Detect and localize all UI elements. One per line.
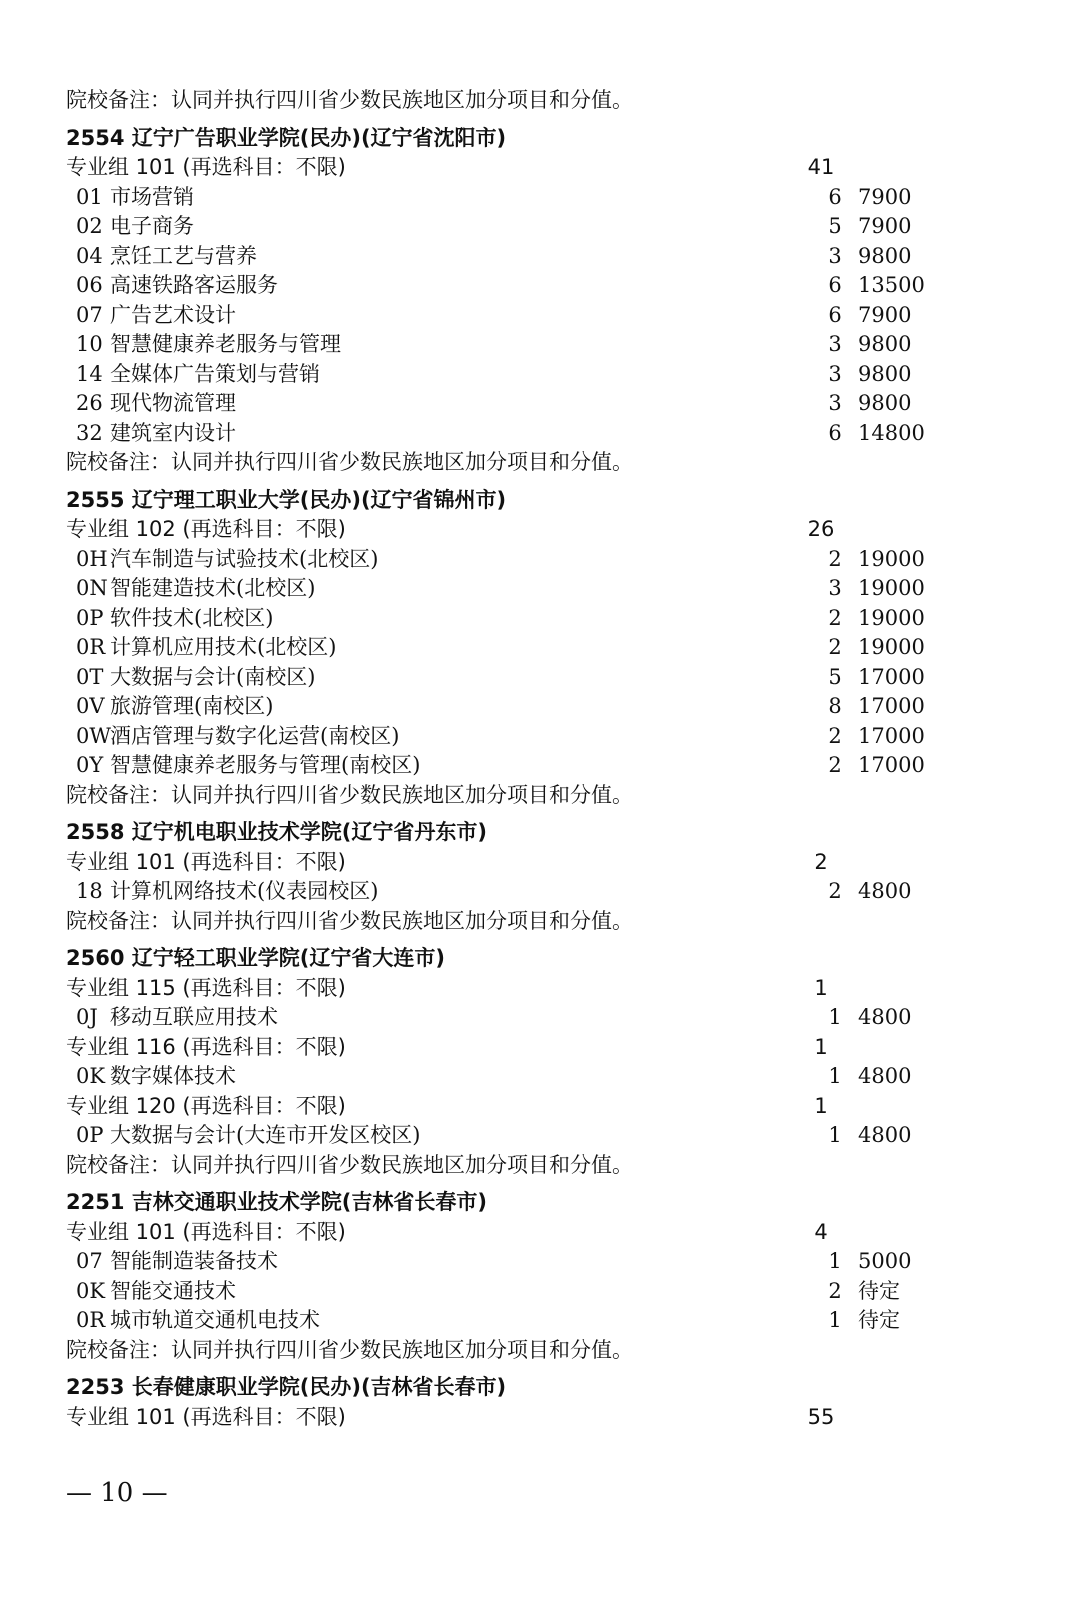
major-tuition: 9800 [858, 243, 912, 268]
major-name: 智慧健康养老服务与管理 [110, 332, 341, 356]
major-quota: 6 [828, 273, 842, 297]
major-quota: 3 [828, 332, 842, 356]
major-row [66, 212, 1026, 242]
major-row [66, 633, 1026, 663]
major-tuition: 14800 [858, 420, 925, 445]
major-quota: 2 [828, 546, 842, 571]
major-quota: 6 [828, 420, 842, 445]
major-row [66, 242, 1026, 272]
major-quota: 8 [828, 694, 842, 718]
major-code: 07 [76, 302, 103, 327]
major-name: 电子商务 [110, 214, 194, 238]
major-quota: 1 [828, 1249, 842, 1273]
institution-header: 2251 吉林交通职业技术学院(吉林省长春市) [66, 1190, 487, 1214]
major-name: 计算机应用技术(北校区) [110, 635, 337, 659]
major-name: 大数据与会计(大连市开发区校区) [110, 1123, 421, 1147]
group-quota: 1 [814, 975, 828, 1000]
major-code: 01 [76, 184, 103, 209]
major-row [66, 389, 1026, 419]
major-name: 高速铁路客运服务 [110, 273, 278, 297]
major-quota: 2 [828, 635, 842, 659]
major-code: 0K [76, 1064, 106, 1088]
major-name: 智能建造技术(北校区) [110, 576, 316, 600]
major-row [66, 1306, 1026, 1336]
major-row [66, 604, 1026, 634]
major-code: 02 [76, 214, 103, 238]
group-quota: 2 [814, 849, 828, 874]
major-code: 0W [76, 723, 111, 748]
major-row [66, 330, 1026, 360]
group-quota: 1 [814, 1093, 828, 1118]
major-row [66, 183, 1026, 213]
major-name: 智能制造装备技术 [110, 1249, 278, 1273]
major-row [66, 692, 1026, 722]
institution-header: 2558 辽宁机电职业技术学院(辽宁省丹东市) [66, 820, 487, 844]
group-quota: 4 [814, 1219, 828, 1244]
major-code: 06 [76, 273, 103, 297]
major-name: 智慧健康养老服务与管理(南校区) [110, 753, 421, 777]
major-code: 04 [76, 243, 103, 268]
institution-header: 2253 长春健康职业学院(民办)(吉林省长春市) [66, 1375, 507, 1399]
major-tuition: 19000 [858, 546, 925, 571]
major-quota: 2 [828, 1278, 842, 1303]
major-name: 软件技术(北校区) [110, 605, 274, 630]
major-row [66, 419, 1026, 449]
major-name: 数字媒体技术 [110, 1064, 236, 1088]
major-group-row [66, 1033, 1026, 1063]
major-group-row [66, 1092, 1026, 1122]
major-name: 计算机网络技术(仪表园校区) [110, 879, 379, 903]
major-tuition: 19000 [858, 605, 925, 630]
major-name: 建筑室内设计 [110, 420, 236, 445]
major-quota: 2 [828, 879, 842, 903]
major-code: 0P [76, 605, 104, 630]
major-code: 0K [76, 1278, 106, 1303]
major-tuition: 待定 [858, 1278, 900, 1303]
major-row [66, 751, 1026, 781]
major-name: 城市轨道交通机电技术 [110, 1308, 320, 1332]
major-quota: 3 [828, 576, 842, 600]
institution-note: 院校备注：认同并执行四川省少数民族地区加分项目和分值。 [66, 1337, 633, 1362]
major-tuition: 17000 [858, 694, 925, 718]
major-tuition: 19000 [858, 576, 925, 600]
institution-note: 院校备注：认同并执行四川省少数民族地区加分项目和分值。 [66, 1152, 633, 1177]
major-tuition: 7900 [858, 214, 912, 238]
major-row [66, 574, 1026, 604]
major-row [66, 1062, 1026, 1092]
major-name: 旅游管理(南校区) [110, 694, 274, 718]
institution-header: 2554 辽宁广告职业学院(民办)(辽宁省沈阳市) [66, 125, 507, 150]
major-group-row [66, 848, 1026, 878]
major-code: 26 [76, 391, 103, 415]
major-row [66, 1121, 1026, 1151]
major-code: 0H [76, 546, 108, 571]
major-code: 07 [76, 1249, 103, 1273]
major-quota: 2 [828, 723, 842, 748]
major-code: 32 [76, 420, 103, 445]
major-row [66, 271, 1026, 301]
major-quota: 2 [828, 753, 842, 777]
major-row [66, 1003, 1026, 1033]
major-tuition: 4800 [858, 1123, 912, 1147]
page-number: — 10 — [66, 1478, 168, 1508]
major-row [66, 545, 1026, 575]
major-code: 0V [76, 694, 105, 718]
major-name: 广告艺术设计 [110, 302, 236, 327]
group-label: 专业组 101 (再选科目：不限) [66, 1404, 346, 1429]
group-quota: 55 [807, 1404, 835, 1429]
group-label: 专业组 101 (再选科目：不限) [66, 849, 346, 874]
major-tuition: 19000 [858, 635, 925, 659]
institution-header: 2560 辽宁轻工职业学院(辽宁省大连市) [66, 946, 445, 970]
major-tuition: 4800 [858, 1005, 912, 1029]
major-tuition: 4800 [858, 879, 912, 903]
group-quota: 26 [807, 517, 835, 541]
major-row [66, 877, 1026, 907]
major-quota: 5 [828, 214, 842, 238]
major-tuition: 9800 [858, 361, 912, 386]
major-tuition: 7900 [858, 302, 912, 327]
major-name: 烹饪工艺与营养 [110, 243, 257, 268]
major-row [66, 360, 1026, 390]
group-label: 专业组 116 (再选科目：不限) [66, 1034, 346, 1059]
major-name: 酒店管理与数字化运营(南校区) [110, 723, 400, 748]
major-group-row [66, 1403, 1026, 1433]
major-quota: 1 [828, 1123, 842, 1147]
group-quota: 1 [814, 1034, 828, 1059]
major-tuition: 9800 [858, 332, 912, 356]
group-label: 专业组 101 (再选科目：不限) [66, 1219, 346, 1244]
major-name: 市场营销 [110, 184, 194, 209]
major-code: 0J [76, 1005, 98, 1029]
major-tuition: 17000 [858, 753, 925, 777]
major-row [66, 1247, 1026, 1277]
institution-note: 院校备注：认同并执行四川省少数民族地区加分项目和分值。 [66, 450, 633, 474]
major-name: 现代物流管理 [110, 391, 236, 415]
institution-note: 院校备注：认同并执行四川省少数民族地区加分项目和分值。 [66, 782, 633, 807]
group-label: 专业组 115 (再选科目：不限) [66, 975, 346, 1000]
major-name: 大数据与会计(南校区) [110, 664, 316, 689]
major-quota: 3 [828, 243, 842, 268]
major-group-row [66, 974, 1026, 1004]
major-quota: 5 [828, 664, 842, 689]
major-code: 18 [76, 879, 103, 903]
major-name: 智能交通技术 [110, 1278, 236, 1303]
group-label: 专业组 102 (再选科目：不限) [66, 517, 346, 541]
group-label: 专业组 120 (再选科目：不限) [66, 1093, 346, 1118]
major-group-row [66, 153, 1026, 183]
group-label: 专业组 101 (再选科目：不限) [66, 155, 346, 179]
major-code: 10 [76, 332, 103, 356]
major-quota: 3 [828, 391, 842, 415]
major-name: 全媒体广告策划与营销 [110, 361, 320, 386]
institution-header: 2555 辽宁理工职业大学(民办)(辽宁省锦州市) [66, 487, 507, 512]
major-code: 0P [76, 1123, 104, 1147]
major-quota: 1 [828, 1005, 842, 1029]
admission-listing [66, 86, 1026, 1432]
major-code: 0T [76, 664, 104, 689]
major-group-row [66, 1218, 1026, 1248]
major-quota: 6 [828, 184, 842, 209]
major-tuition: 7900 [858, 184, 912, 209]
major-code: 0Y [76, 753, 104, 777]
major-group-row [66, 515, 1026, 545]
major-row [66, 1277, 1026, 1307]
major-row [66, 722, 1026, 752]
major-tuition: 17000 [858, 723, 925, 748]
group-quota: 41 [807, 155, 835, 179]
major-code: 0N [76, 576, 108, 600]
major-code: 14 [76, 361, 103, 386]
major-tuition: 17000 [858, 664, 925, 689]
major-quota: 6 [828, 302, 842, 327]
major-code: 0R [76, 635, 106, 659]
major-quota: 2 [828, 605, 842, 630]
major-name: 汽车制造与试验技术(北校区) [110, 546, 379, 571]
major-row [66, 663, 1026, 693]
institution-note: 院校备注：认同并执行四川省少数民族地区加分项目和分值。 [66, 88, 633, 112]
major-tuition: 5000 [858, 1249, 912, 1273]
major-tuition: 待定 [858, 1308, 900, 1332]
major-quota: 1 [828, 1308, 842, 1332]
major-quota: 1 [828, 1064, 842, 1088]
major-tuition: 4800 [858, 1064, 912, 1088]
institution-note: 院校备注：认同并执行四川省少数民族地区加分项目和分值。 [66, 908, 633, 933]
major-tuition: 13500 [858, 273, 925, 297]
major-row [66, 301, 1026, 331]
major-name: 移动互联应用技术 [110, 1005, 278, 1029]
major-quota: 3 [828, 361, 842, 386]
major-tuition: 9800 [858, 391, 912, 415]
major-code: 0R [76, 1308, 106, 1332]
